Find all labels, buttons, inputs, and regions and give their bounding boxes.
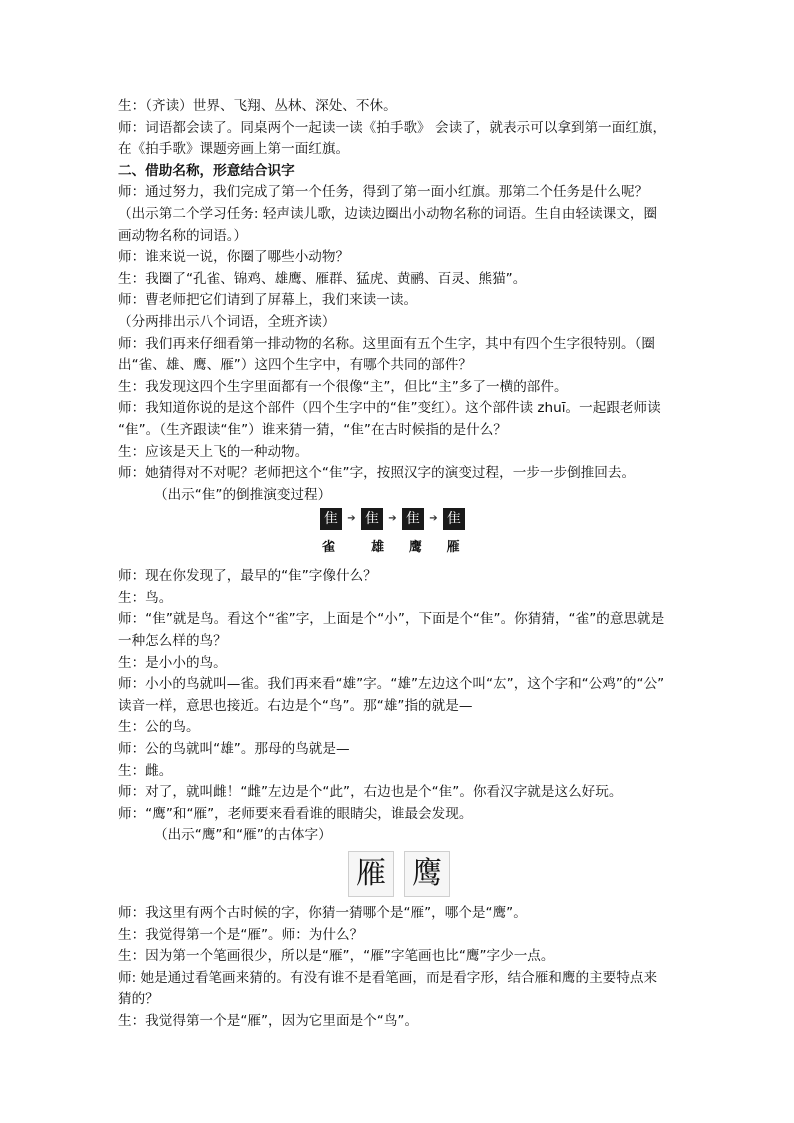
character-evolution-figure: [118, 506, 678, 566]
text-line: 在《拍手歌》课题旁画上第一面红旗。: [118, 141, 350, 158]
text-line: 一种怎么样的鸟？: [118, 633, 227, 650]
evolution-caption: 鹰: [408, 540, 422, 556]
text-line: “隹”。（生齐跟读“隹”）谁来猜一猜，“隹”在古时候指的是什么？: [118, 421, 507, 438]
text-line: 生：我圈了“孔雀、锦鸡、雄鹰、雁群、猛虎、黄鹂、百灵、熊猫”。: [118, 270, 527, 287]
text-line: 师: 她是通过看笔画来猜的。有没有谁不是看笔画，而是看字形，结合雁和鹰的主要特点来: [118, 969, 658, 986]
text-line: 读音一样，意思也接近。右边是个“鸟”。那“雄”指的就是—: [118, 697, 473, 714]
evolution-glyph: 隹: [320, 508, 342, 530]
text-line: 生：我发现这四个生字里面都有一个很像“主”，但比“主”多了一横的部件。: [118, 378, 568, 395]
text-line: 师：我这里有两个古时候的字，你猜一猜哪个是“雁”，哪个是“鹰”。: [118, 905, 527, 921]
text-line: 生：我觉得第一个是“雁”，因为它里面是个“鸟”。: [118, 1012, 419, 1029]
text-line: 师：通过努力，我们完成了第一个任务，得到了第一面小红旗。那第二个任务是什么呢？: [118, 184, 649, 201]
text-line: 生：是小小的鸟。: [118, 654, 227, 671]
ancient-characters-figure: [118, 847, 678, 903]
text-line: 师：小小的鸟就叫—雀。我们再来看“雄”字。“雄”左边这个叫“厷”，这个字和“公鸡”的“公”: [118, 676, 665, 693]
arrow-right-icon: ➔: [429, 513, 438, 525]
text-line: 师：我知道你说的是这个部件（四个生字中的“隹”变红）。这个部件读 zhuī。一起跟老师读: [118, 400, 661, 417]
text-line: 师：词语都会读了。同桌两个一起读一读《拍手歌》 会读了，就表示可以拿到第一面红旗，: [118, 119, 667, 136]
arrow-right-icon: ➔: [347, 513, 356, 525]
text-line: 生：公的鸟。: [118, 719, 200, 736]
evolution-glyph: 隹: [402, 508, 424, 530]
text-line: 生：因为第一个笔画很少，所以是“雁”，“雁”字笔画也比“鹰”字少一点。: [118, 948, 555, 965]
evolution-caption: 雁: [446, 540, 460, 556]
text-line: 师：谁来说一说，你圈了哪些小动物？: [118, 249, 350, 266]
ancient-glyph: 雁: [348, 851, 394, 897]
text-line: 师：公的鸟就叫“雄”。那母的鸟就是—: [118, 741, 350, 758]
document-body: [118, 96, 678, 1033]
text-line: 生：（齐读）世界、飞翔、丛林、深处、不休。: [118, 98, 397, 114]
stage-direction: （出示“隹”的倒推演变过程）: [154, 486, 332, 503]
text-line: （分两排出示八个词语，全班齐读）: [118, 313, 336, 330]
text-line: 画动物名称的词语。）: [118, 227, 248, 244]
evolution-glyph: 隹: [443, 508, 465, 530]
text-line: 师：“鹰”和“雁”，老师要来看看谁的眼睛尖，谁最会发现。: [118, 805, 473, 822]
section-heading: 二、借助名称，形意结合识字: [118, 162, 295, 179]
text-line: 师：对了，就叫雌！“雌”左边是个“此”，右边也是个“隹”。你看汉字就是这么好玩。: [118, 784, 623, 801]
ancient-glyph: 鹰: [404, 851, 450, 897]
text-line: 出“雀、雄、鹰、雁”）这四个生字中，有哪个共同的部件？: [118, 357, 472, 374]
stage-direction: （出示“鹰”和“雁”的古体字）: [154, 827, 332, 844]
text-line: 生：鸟。: [118, 589, 173, 606]
text-line: 生：应该是天上飞的一种动物。: [118, 443, 309, 460]
evolution-caption: 雄: [371, 540, 385, 556]
text-line: 师：曹老师把它们请到了屏幕上，我们来读一读。: [118, 292, 418, 309]
text-line: 师：现在你发现了，最早的“隹”字像什么？: [118, 568, 377, 585]
text-line: 师：我们再来仔细看第一排动物的名称。这里面有五个生字，其中有四个生字很特别。（圈: [118, 335, 655, 352]
arrow-right-icon: ➔: [388, 513, 397, 525]
text-line: 师：她猜得对不对呢？老师把这个“隹”字，按照汉字的演变过程，一步一步倒推回去。: [118, 465, 636, 482]
evolution-glyph: 隹: [361, 508, 383, 530]
text-line: 猜的？: [118, 991, 159, 1008]
evolution-caption: 雀: [322, 540, 336, 556]
text-line: 师：“隹”就是鸟。看这个“雀”字，上面是个“小”，下面是个“隹”。你猜猜，“雀”的意思就是: [118, 611, 665, 628]
text-line: 生：雌。: [118, 762, 173, 779]
text-line: 生：我觉得第一个是“雁”。师：为什么？: [118, 926, 364, 943]
text-line: （出示第二个学习任务: 轻声读儿歌，边读边圈出小动物名称的词语。生自由轻读课文，圈: [118, 205, 658, 222]
